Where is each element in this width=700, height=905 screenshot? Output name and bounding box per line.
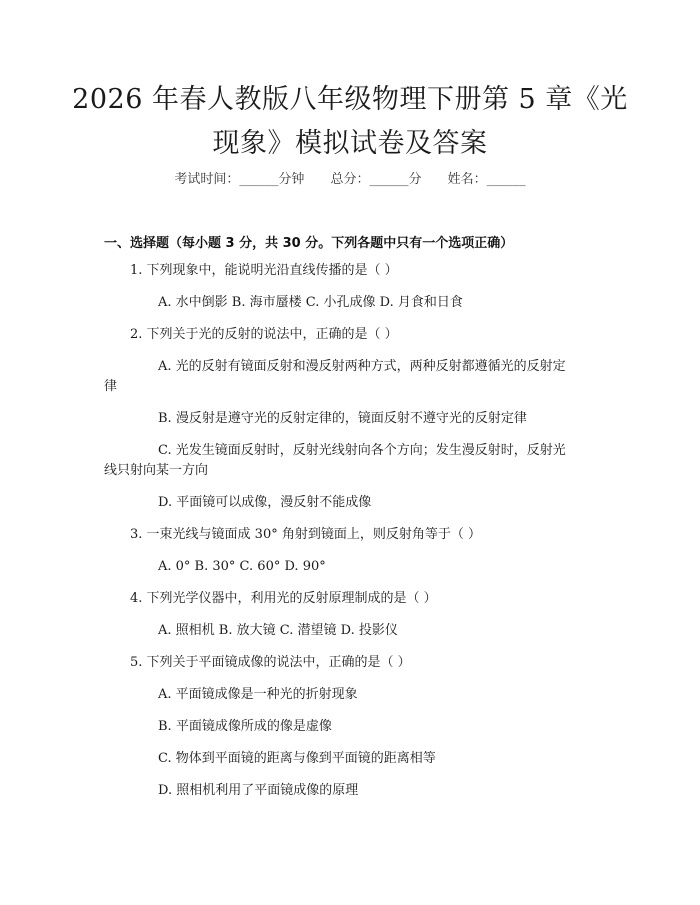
question-2-option-c-line-2: 线只射向某一方向 [104,463,209,478]
title-line-2: 现象》模拟试卷及答案 [212,128,488,159]
question-3-stem: 3. 一束光线与镜面成 30° 角射到镜面上，则反射角等于（ ） [130,527,481,542]
question-2-stem: 2. 下列关于光的反射的说法中，正确的是（ ） [130,327,398,342]
section-heading: 一、选择题（每小题 3 分，共 30 分。下列各题中只有一个选项正确） [104,236,514,251]
question-5-option-d: D. 照相机利用了平面镜成像的原理 [158,783,359,798]
question-2-option-d: D. 平面镜可以成像，漫反射不能成像 [158,495,372,510]
question-2-option-a-line-2: 律 [104,379,118,394]
question-5-option-c: C. 物体到平面镜的距离与像到平面镜的距离相等 [158,751,436,766]
exam-meta [0,168,700,187]
student-name: 姓名：______ [447,172,526,187]
title-line-1: 2026 年春人教版八年级物理下册第 5 章《光 [72,84,628,115]
question-2-option-c-line-1: C. 光发生镜面反射时，反射光线射向各个方向；发生漫反射时，反射光 [158,443,566,458]
question-1-options: A. 水中倒影 B. 海市蜃楼 C. 小孔成像 D. 月食和日食 [158,295,463,310]
total-score: 总分：______分 [330,172,422,187]
question-2-option-a-line-1: A. 光的反射有镜面反射和漫反射两种方式，两种反射都遵循光的反射定 [158,359,566,374]
question-5-option-a: A. 平面镜成像是一种光的折射现象 [158,687,358,702]
question-3-options: A. 0° B. 30° C. 60° D. 90° [158,559,326,574]
question-4-options: A. 照相机 B. 放大镜 C. 潜望镜 D. 投影仪 [158,623,398,638]
page-title [40,78,660,166]
exam-time: 考试时间：______分钟 [174,172,305,187]
question-4-stem: 4. 下列光学仪器中，利用光的反射原理制成的是（ ） [130,591,437,606]
question-2-option-b: B. 漫反射是遵守光的反射定律的，镜面反射不遵守光的反射定律 [158,411,527,426]
question-5-stem: 5. 下列关于平面镜成像的说法中，正确的是（ ） [130,655,411,670]
question-5-option-b: B. 平面镜成像所成的像是虚像 [158,719,332,734]
question-1-stem: 1. 下列现象中，能说明光沿直线传播的是（ ） [130,263,398,278]
